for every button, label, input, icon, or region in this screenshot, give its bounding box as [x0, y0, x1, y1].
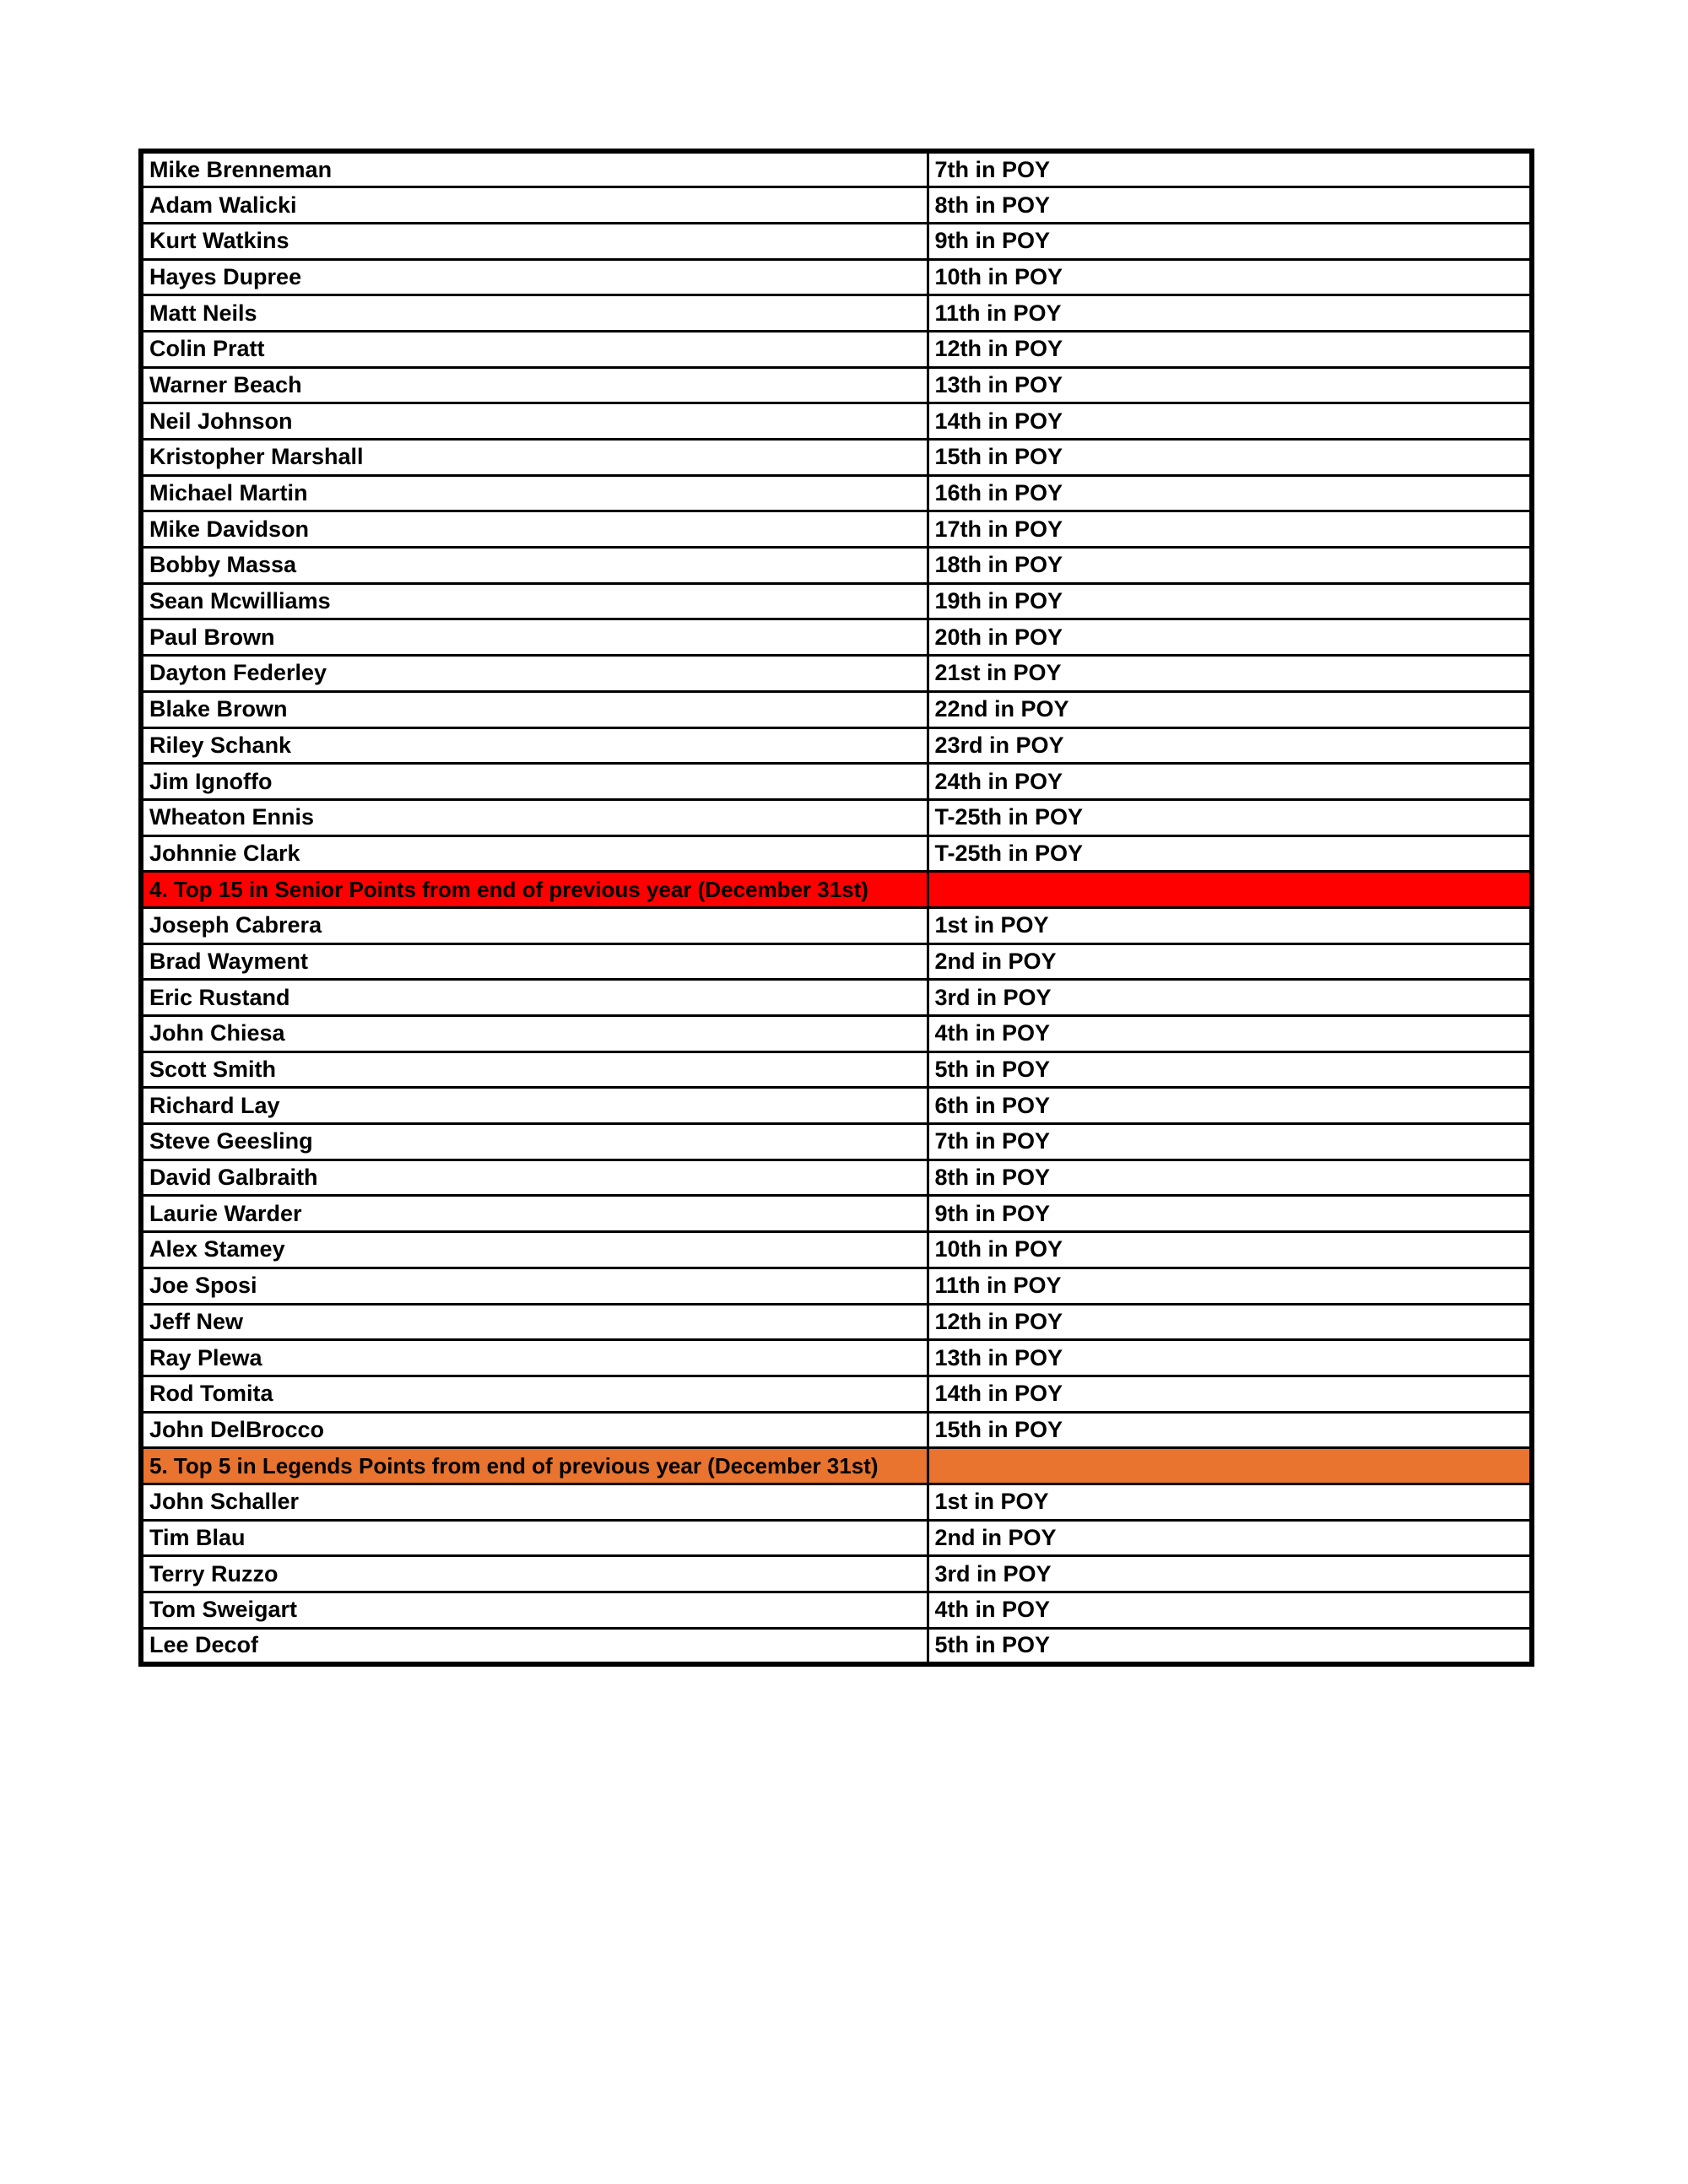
table-row	[141, 1376, 1532, 1412]
player-name-cell: Matt Neils	[141, 295, 928, 332]
table-row	[141, 727, 1532, 764]
poy-rank-cell: 22nd in POY	[928, 691, 1532, 727]
poy-rank-cell: 8th in POY	[928, 1160, 1532, 1196]
player-name-cell: Joseph Cabrera	[141, 907, 928, 943]
poy-rank-cell: 13th in POY	[928, 367, 1532, 403]
table-row	[141, 223, 1532, 259]
table-row	[141, 1304, 1532, 1340]
poy-roster-table	[138, 149, 1534, 1667]
poy-rank-cell: 24th in POY	[928, 764, 1532, 800]
table-row	[141, 151, 1532, 187]
player-name-cell: John DelBrocco	[141, 1412, 928, 1448]
poy-rank-cell: T-25th in POY	[928, 835, 1532, 872]
poy-rank-cell: 15th in POY	[928, 440, 1532, 476]
table-row	[141, 1232, 1532, 1268]
poy-rank-cell: 2nd in POY	[928, 943, 1532, 980]
table-row	[141, 1340, 1532, 1376]
table-row	[141, 1051, 1532, 1088]
player-name-cell: Scott Smith	[141, 1051, 928, 1088]
poy-rank-cell: 11th in POY	[928, 1268, 1532, 1304]
poy-rank-cell: 4th in POY	[928, 1592, 1532, 1629]
player-name-cell: Terry Ruzzo	[141, 1556, 928, 1592]
player-name-cell: Brad Wayment	[141, 943, 928, 980]
poy-rank-cell: 9th in POY	[928, 223, 1532, 259]
roster-table-body	[141, 151, 1532, 1664]
player-name-cell: Sean Mcwilliams	[141, 583, 928, 619]
table-row	[141, 980, 1532, 1016]
player-name-cell: Johnnie Clark	[141, 835, 928, 872]
table-row	[141, 907, 1532, 943]
player-name-cell: Neil Johnson	[141, 403, 928, 440]
poy-rank-cell: 7th in POY	[928, 151, 1532, 187]
player-name-cell: Tim Blau	[141, 1520, 928, 1556]
poy-rank-cell: 15th in POY	[928, 1412, 1532, 1448]
table-row	[141, 943, 1532, 980]
section-header-label: 5. Top 5 in Legends Points from end of previous year (December 31st)	[141, 1448, 928, 1484]
player-name-cell: Tom Sweigart	[141, 1592, 928, 1629]
poy-rank-cell: 1st in POY	[928, 1484, 1532, 1520]
poy-rank-cell: 10th in POY	[928, 259, 1532, 295]
table-row	[141, 1016, 1532, 1052]
poy-rank-cell: 2nd in POY	[928, 1520, 1532, 1556]
poy-rank-cell: 6th in POY	[928, 1088, 1532, 1124]
poy-rank-cell: 14th in POY	[928, 403, 1532, 440]
poy-rank-cell: 1st in POY	[928, 907, 1532, 943]
poy-rank-cell: 19th in POY	[928, 583, 1532, 619]
section-header-row	[141, 1448, 1532, 1484]
table-row	[141, 1268, 1532, 1304]
table-row	[141, 1124, 1532, 1160]
table-row	[141, 475, 1532, 511]
poy-rank-cell: 12th in POY	[928, 1304, 1532, 1340]
player-name-cell: Mike Davidson	[141, 511, 928, 548]
player-name-cell: Kurt Watkins	[141, 223, 928, 259]
poy-rank-cell: 21st in POY	[928, 656, 1532, 692]
table-row	[141, 511, 1532, 548]
player-name-cell: Eric Rustand	[141, 980, 928, 1016]
player-name-cell: Kristopher Marshall	[141, 440, 928, 476]
table-row	[141, 1088, 1532, 1124]
table-row	[141, 1412, 1532, 1448]
poy-rank-cell: 10th in POY	[928, 1232, 1532, 1268]
table-row	[141, 1628, 1532, 1664]
poy-rank-cell: 7th in POY	[928, 1124, 1532, 1160]
player-name-cell: Blake Brown	[141, 691, 928, 727]
poy-rank-cell: 14th in POY	[928, 1376, 1532, 1412]
player-name-cell: Colin Pratt	[141, 331, 928, 367]
player-name-cell: Riley Schank	[141, 727, 928, 764]
poy-rank-cell: 4th in POY	[928, 1016, 1532, 1052]
player-name-cell: Adam Walicki	[141, 187, 928, 224]
poy-rank-cell: 12th in POY	[928, 331, 1532, 367]
player-name-cell: Bobby Massa	[141, 548, 928, 584]
player-name-cell: Hayes Dupree	[141, 259, 928, 295]
table-row	[141, 799, 1532, 835]
table-row	[141, 764, 1532, 800]
poy-rank-cell: 3rd in POY	[928, 1556, 1532, 1592]
table-row	[141, 331, 1532, 367]
poy-rank-cell: 13th in POY	[928, 1340, 1532, 1376]
table-row	[141, 656, 1532, 692]
player-name-cell: David Galbraith	[141, 1160, 928, 1196]
section-header-spacer-cell	[928, 1448, 1532, 1484]
table-row	[141, 1592, 1532, 1629]
player-name-cell: Richard Lay	[141, 1088, 928, 1124]
table-row	[141, 187, 1532, 224]
poy-rank-cell: 17th in POY	[928, 511, 1532, 548]
poy-rank-cell: 20th in POY	[928, 619, 1532, 656]
table-row	[141, 583, 1532, 619]
poy-rank-cell: 9th in POY	[928, 1196, 1532, 1232]
table-row	[141, 1484, 1532, 1520]
player-name-cell: Joe Sposi	[141, 1268, 928, 1304]
player-name-cell: John Chiesa	[141, 1016, 928, 1052]
table-row	[141, 619, 1532, 656]
table-row	[141, 1520, 1532, 1556]
player-name-cell: Jim Ignoffo	[141, 764, 928, 800]
table-row	[141, 835, 1532, 872]
player-name-cell: Steve Geesling	[141, 1124, 928, 1160]
player-name-cell: Michael Martin	[141, 475, 928, 511]
player-name-cell: Dayton Federley	[141, 656, 928, 692]
poy-rank-cell: T-25th in POY	[928, 799, 1532, 835]
player-name-cell: Paul Brown	[141, 619, 928, 656]
poy-rank-cell: 23rd in POY	[928, 727, 1532, 764]
poy-rank-cell: 11th in POY	[928, 295, 1532, 332]
player-name-cell: Mike Brenneman	[141, 151, 928, 187]
poy-rank-cell: 5th in POY	[928, 1051, 1532, 1088]
table-row	[141, 691, 1532, 727]
poy-rank-cell: 8th in POY	[928, 187, 1532, 224]
poy-rank-cell: 18th in POY	[928, 548, 1532, 584]
table-row	[141, 1196, 1532, 1232]
table-row	[141, 295, 1532, 332]
table-row	[141, 367, 1532, 403]
table-row	[141, 440, 1532, 476]
player-name-cell: Laurie Warder	[141, 1196, 928, 1232]
table-row	[141, 1556, 1532, 1592]
poy-rank-cell: 16th in POY	[928, 475, 1532, 511]
poy-rank-cell: 5th in POY	[928, 1628, 1532, 1664]
player-name-cell: Rod Tomita	[141, 1376, 928, 1412]
player-name-cell: Jeff New	[141, 1304, 928, 1340]
section-header-label: 4. Top 15 in Senior Points from end of previous year (December 31st)	[141, 872, 928, 908]
table-row	[141, 548, 1532, 584]
player-name-cell: Ray Plewa	[141, 1340, 928, 1376]
section-header-spacer-cell	[928, 872, 1532, 908]
section-header-row	[141, 872, 1532, 908]
table-row	[141, 403, 1532, 440]
player-name-cell: Warner Beach	[141, 367, 928, 403]
player-name-cell: Lee Decof	[141, 1628, 928, 1664]
table-row	[141, 259, 1532, 295]
poy-rank-cell: 3rd in POY	[928, 980, 1532, 1016]
player-name-cell: John Schaller	[141, 1484, 928, 1520]
player-name-cell: Wheaton Ennis	[141, 799, 928, 835]
table-row	[141, 1160, 1532, 1196]
player-name-cell: Alex Stamey	[141, 1232, 928, 1268]
